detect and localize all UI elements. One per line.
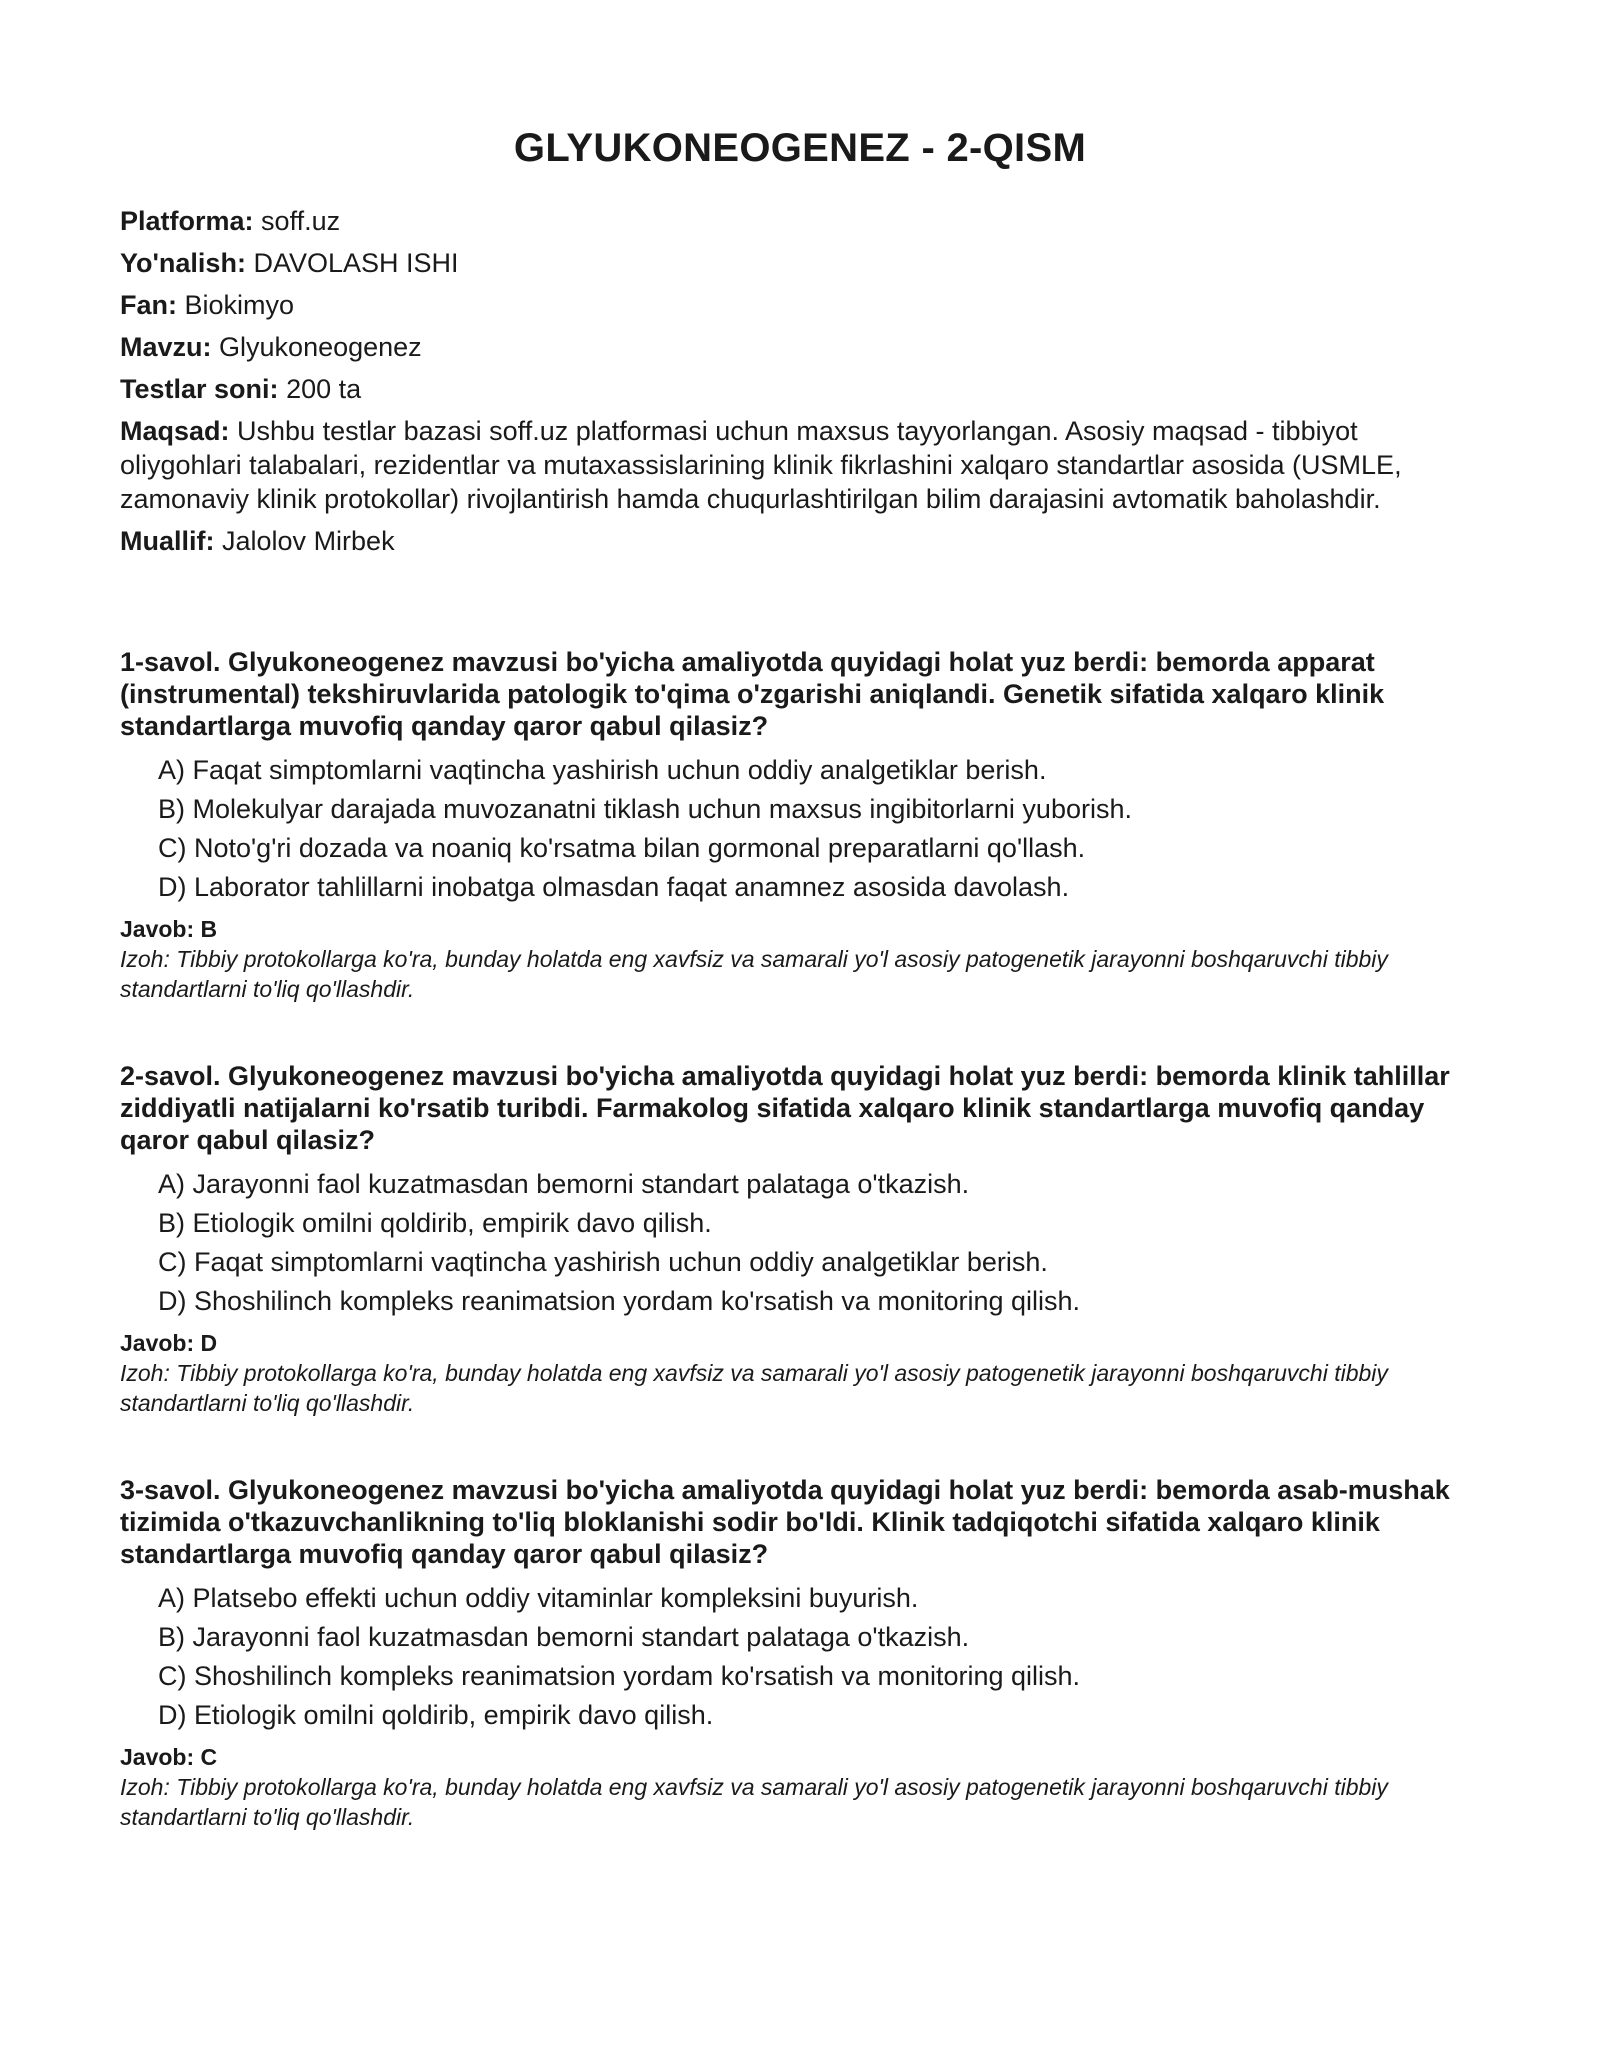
questions-list [120, 646, 1480, 1832]
answer-option: D) Etiologik omilni qoldirib, empirik davo qilish. [158, 1700, 714, 1730]
meta-value: soff.uz [261, 206, 341, 236]
document-page [120, 0, 1480, 1888]
meta-key: Platforma: [120, 206, 254, 236]
question-text: 1-savol. Glyukoneogenez mavzusi bo'yicha amaliyotda quyidagi holat yuz berdi: bemorda apparat (instrumental) tekshiruvlarida patologik to'qima o'zgarishi aniqlandi. Genetik sifatida xalqaro klinik standartlarga muvofiq qanday qaror qabul qilasiz? [120, 647, 1385, 741]
question-block [120, 1474, 1480, 1832]
meta-key: Fan: [120, 290, 177, 320]
answer-option: B) Jarayonni faol kuzatmasdan bemorni standart palataga o'tkazish. [158, 1622, 970, 1652]
meta-value: DAVOLASH ISHI [253, 248, 459, 278]
meta-value: Ushbu testlar bazasi soff.uz platformasi uchun maxsus tayyorlangan. Asosiy maqsad - tibbiyot oliygohlari talabalari, rezidentlar va mutaxassislarining klinik fikrlashini xalqaro standartlar asosida (USMLE, zamonaviy klinik protokollar) rivojlantirish hamda chuqurlashtirilgan bilim darajasini avtomatik baholashdir. [120, 416, 1402, 514]
meta-value: Jalolov Mirbek [222, 526, 395, 556]
meta-maqsad [120, 414, 1480, 516]
meta-key: Maqsad: [120, 416, 230, 446]
explanation: Izoh: Tibbiy protokollarga ko'ra, bunday holatda eng xavfsiz va samarali yo'l asosiy patogenetik jarayonni boshqaruvchi tibbiy standartlarni to'liq qo'llashdir. [120, 946, 1388, 1002]
meta-value: 200 ta [286, 374, 362, 404]
answer-option: C) Noto'g'ri dozada va noaniq ko'rsatma bilan gormonal preparatlarni qo'llash. [158, 833, 1086, 863]
answer-option: B) Molekulyar darajada muvozanatni tiklash uchun maxsus ingibitorlarni yuborish. [158, 794, 1132, 824]
meta-muallif [120, 524, 1480, 558]
meta-key: Mavzu: [120, 332, 212, 362]
correct-answer: Javob: B [120, 916, 218, 942]
correct-answer: Javob: D [120, 1330, 218, 1356]
explanation: Izoh: Tibbiy protokollarga ko'ra, bunday holatda eng xavfsiz va samarali yo'l asosiy patogenetik jarayonni boshqaruvchi tibbiy standartlarni to'liq qo'llashdir. [120, 1360, 1388, 1416]
answer-option: B) Etiologik omilni qoldirib, empirik davo qilish. [158, 1208, 712, 1238]
answer-option: A) Platsebo effekti uchun oddiy vitaminlar kompleksini buyurish. [158, 1583, 919, 1613]
question-block [120, 1060, 1480, 1418]
question-text: 3-savol. Glyukoneogenez mavzusi bo'yicha amaliyotda quyidagi holat yuz berdi: bemorda asab-mushak tizimida o'tkazuvchanlikning to'liq bloklanishi sodir bo'ldi. Klinik tadqiqotchi sifatida xalqaro klinik standartlarga muvofiq qanday qaror qabul qilasiz? [120, 1475, 1450, 1569]
answer-option: C) Faqat simptomlarni vaqtincha yashirish uchun oddiy analgetiklar berish. [158, 1247, 1048, 1277]
meta-yonalish [120, 246, 1480, 280]
meta-section [120, 204, 1480, 558]
page-title: GLYUKONEOGENEZ - 2-QISM [513, 126, 1087, 170]
meta-key: Testlar soni: [120, 374, 279, 404]
meta-testlar-soni [120, 372, 1480, 406]
meta-mavzu [120, 330, 1480, 364]
correct-answer: Javob: C [120, 1744, 218, 1770]
meta-fan [120, 288, 1480, 322]
answer-option: D) Shoshilinch kompleks reanimatsion yordam ko'rsatish va monitoring qilish. [158, 1286, 1081, 1316]
meta-key: Yo'nalish: [120, 248, 246, 278]
answer-option: C) Shoshilinch kompleks reanimatsion yordam ko'rsatish va monitoring qilish. [158, 1661, 1081, 1691]
question-text: 2-savol. Glyukoneogenez mavzusi bo'yicha amaliyotda quyidagi holat yuz berdi: bemorda klinik tahlillar ziddiyatli natijalarni ko'rsatib turibdi. Farmakolog sifatida xalqaro klinik standartlarga muvofiq qanday qaror qabul qilasiz? [120, 1061, 1450, 1155]
meta-value: Biokimyo [184, 290, 295, 320]
meta-value: Glyukoneogenez [219, 332, 422, 362]
meta-platforma [120, 204, 1480, 238]
meta-key: Muallif: [120, 526, 215, 556]
question-block [120, 646, 1480, 1004]
explanation: Izoh: Tibbiy protokollarga ko'ra, bunday holatda eng xavfsiz va samarali yo'l asosiy patogenetik jarayonni boshqaruvchi tibbiy standartlarni to'liq qo'llashdir. [120, 1774, 1388, 1830]
answer-option: D) Laborator tahlillarni inobatga olmasdan faqat anamnez asosida davolash. [158, 872, 1070, 902]
answer-option: A) Jarayonni faol kuzatmasdan bemorni standart palataga o'tkazish. [158, 1169, 970, 1199]
answer-option: A) Faqat simptomlarni vaqtincha yashirish uchun oddiy analgetiklar berish. [158, 755, 1047, 785]
